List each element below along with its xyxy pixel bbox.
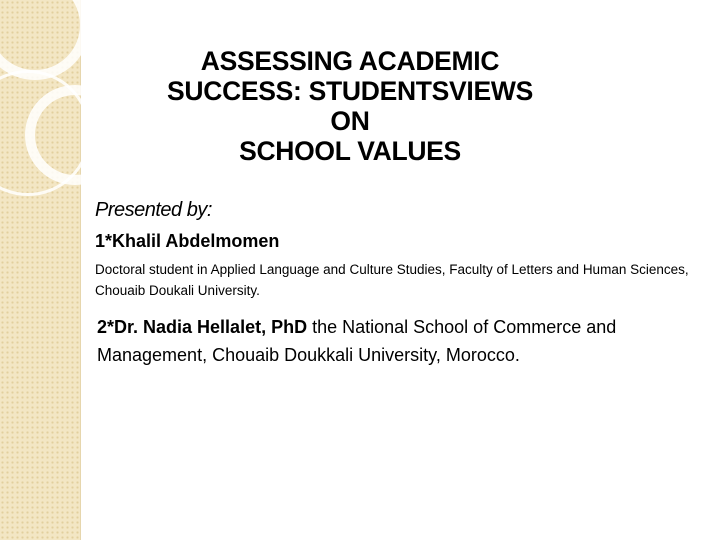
author2-name: 2*Dr. Nadia Hellalet, PhD: [97, 317, 308, 337]
sidebar-divider: [80, 0, 81, 540]
author2-block: [97, 313, 697, 369]
author1-affiliation: Doctoral student in Applied Language and Culture Studies, Faculty of Letters and Human Sciences, Chouaib Doukali University.: [95, 262, 689, 298]
author2-affiliation: the National School of Commerce and Management, Chouaib Doukkali University, Morocco.: [97, 317, 617, 365]
title-line: SUCCESS: STUDENTSVIEWS: [167, 76, 533, 106]
title-line: ASSESSING ACADEMIC: [200, 46, 500, 76]
author1-name: 1*Khalil Abdelmomen: [95, 231, 280, 251]
presented-by-label: Presented by:: [95, 199, 212, 221]
slide-title: [95, 46, 605, 166]
title-line: SCHOOL VALUES: [239, 136, 461, 166]
title-line: ON: [330, 106, 370, 136]
